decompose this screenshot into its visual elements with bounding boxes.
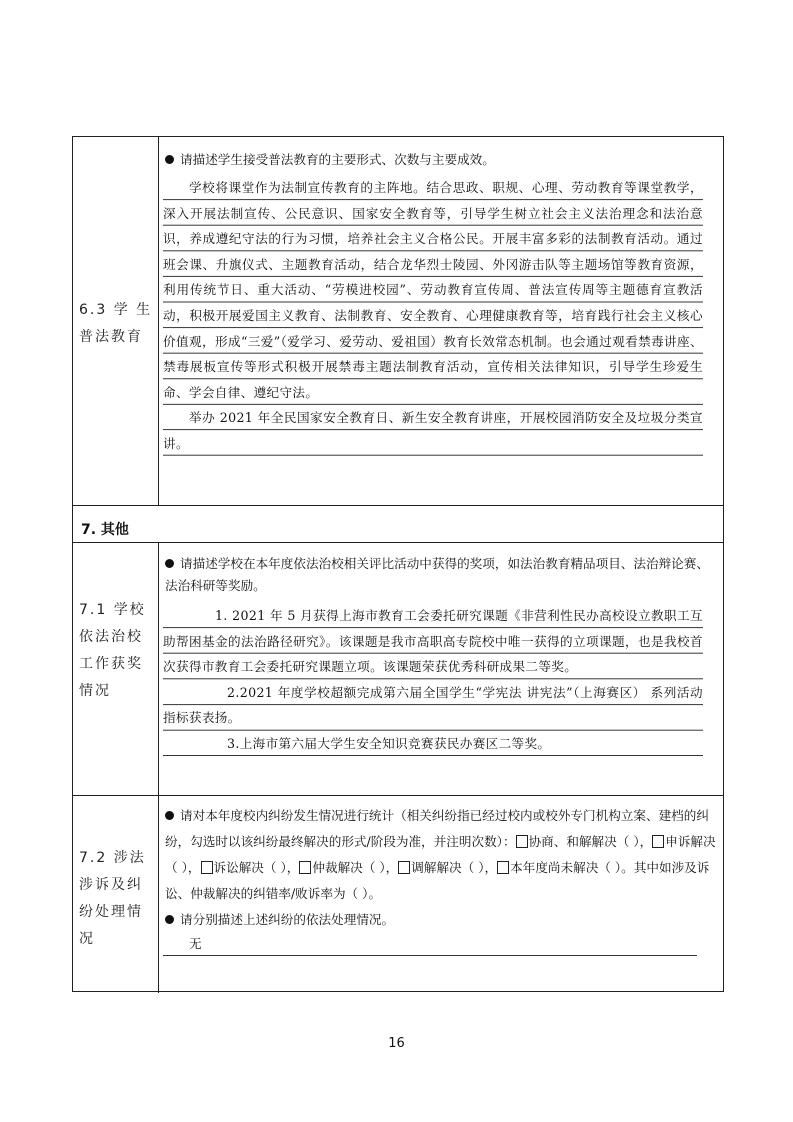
label-line: 工作获奖 [79,656,143,672]
question-text: 请对本年度校内纠纷发生情况进行统计（相关纠纷指已经过校内或校外专门机构立案、建档的纠纷，勾选时以该纠纷最终解决的形式/阶段为准，并注明次数）： [165,808,709,849]
answer-paragraph: 学校将课堂作为法制宣传教育的主阵地。结合思政、职规、心理、劳动教育等课堂教学，深入开展法制宣传、公民意识、国家安全教育等，引导学生树立社会主义法治理念和法治意识，养成遵纪守法的行为习惯，培养社会主义合格公民。开展丰富多彩的法制教育活动。通过班会课、升旗仪式、主题教育活动，结合龙华烈士陵园、外冈游击队等主题场馆等教育资源，利用传统节日、重大活动、“劳模进校园”、劳动教育宣传周、普法宣传周等主题德育宣教活动，积极开展爱国主义教育、法制教育、安全教育、心理健康教育等，培育践行社会主义核心价值观，形成“三爱”（爱学习、爱劳动、爱祖国）教育长效常态机制。也会通过观看禁毒讲座、禁毒展板宣传等形式积极开展禁毒主题法制教育活动，宣传相关法律知识，引导学生珍爱生命、学会自律、遵纪守法。 [163,175,703,405]
row-divider [73,542,723,543]
label-line: 7.2 涉法 [79,850,146,866]
label-line: 涉诉及纠 [79,877,143,893]
label-line: 依法治校 [79,629,143,645]
label-line: 况 [79,931,95,947]
section-heading-7: 7. 其他 [81,522,129,538]
label-7-1 [73,597,159,705]
question-7-1 [163,553,717,597]
question-6-3 [163,149,717,171]
label-line: 6.3 学 生 [79,302,153,318]
checkbox[interactable] [299,861,311,874]
option-label: 本年度尚未解决（ ）。 [510,860,634,875]
checkbox[interactable] [201,861,213,874]
option-label: 申诉解决（ ）， [165,834,716,875]
label-line: 7.1 学校 [79,602,146,618]
bullet-icon [165,915,174,924]
content-6-3 [163,149,717,457]
label-line: 情况 [79,683,111,699]
row-divider [73,505,723,506]
checkbox[interactable] [652,835,664,848]
label-6-3 [73,297,159,351]
question-text: 请描述学生接受普法教育的主要形式、次数与主要成效。 [180,152,495,167]
option-label: 诉讼解决（ ）， [213,860,300,875]
option-label: 协商、和解解决（ ）， [528,834,653,849]
checkbox[interactable] [497,861,509,874]
question-7-2 [163,803,717,907]
content-7-1 [163,553,717,757]
question-text: 请分别描述上述纠纷的依法处理情况。 [180,912,395,927]
label-line: 纷处理情 [79,904,143,920]
answer-paragraph: 1. 2021 年 5 月获得上海市教育工会委托研究课题《非营利性民办高校设立教职工互助帮困基金的法治路径研究》。该课题是我市高职高专院校中唯一获得的立项课题，也是我校首次获得市教育工会委托研究课题立项。该课题荣获优秀科研成果二等奖。 [163,603,703,680]
page-number: 16 [388,1036,405,1051]
answer-paragraph: 3.上海市第六届大学生安全知识竞赛获民办赛区二等奖。 [163,731,703,757]
question-text: 请描述学校在本年度依法治校相关评比活动中获得的奖项，如法治教育精品项目、法治辩论赛、法治科研等奖励。 [165,556,709,593]
bullet-icon [165,811,174,820]
report-table [72,136,724,992]
question-7-2-b [163,909,717,931]
bullet-icon [165,155,174,164]
row-divider [73,795,723,796]
bullet-icon [165,559,174,568]
answer-paragraph: 举办 2021 年全民国家安全教育日、新生安全教育讲座，开展校园消防安全及垃圾分类宣讲。 [163,405,703,456]
question-text: 其中如涉及诉讼、仲裁解决的纠错率/败诉率为（ ）。 [165,860,710,901]
answer-paragraph: 2.2021 年度学校超额完成第六届全国学生“学宪法 讲宪法”（上海赛区） 系列活动指标获表扬。 [163,680,703,731]
checkbox[interactable] [516,835,528,848]
label-line: 普法教育 [79,329,143,345]
option-label: 仲裁解决（ ）， [312,860,399,875]
option-label: 调解解决（ ）， [411,860,498,875]
label-7-2 [73,845,159,953]
checkbox[interactable] [398,861,410,874]
answer-paragraph: 无 [163,931,697,957]
content-7-2 [163,803,717,957]
